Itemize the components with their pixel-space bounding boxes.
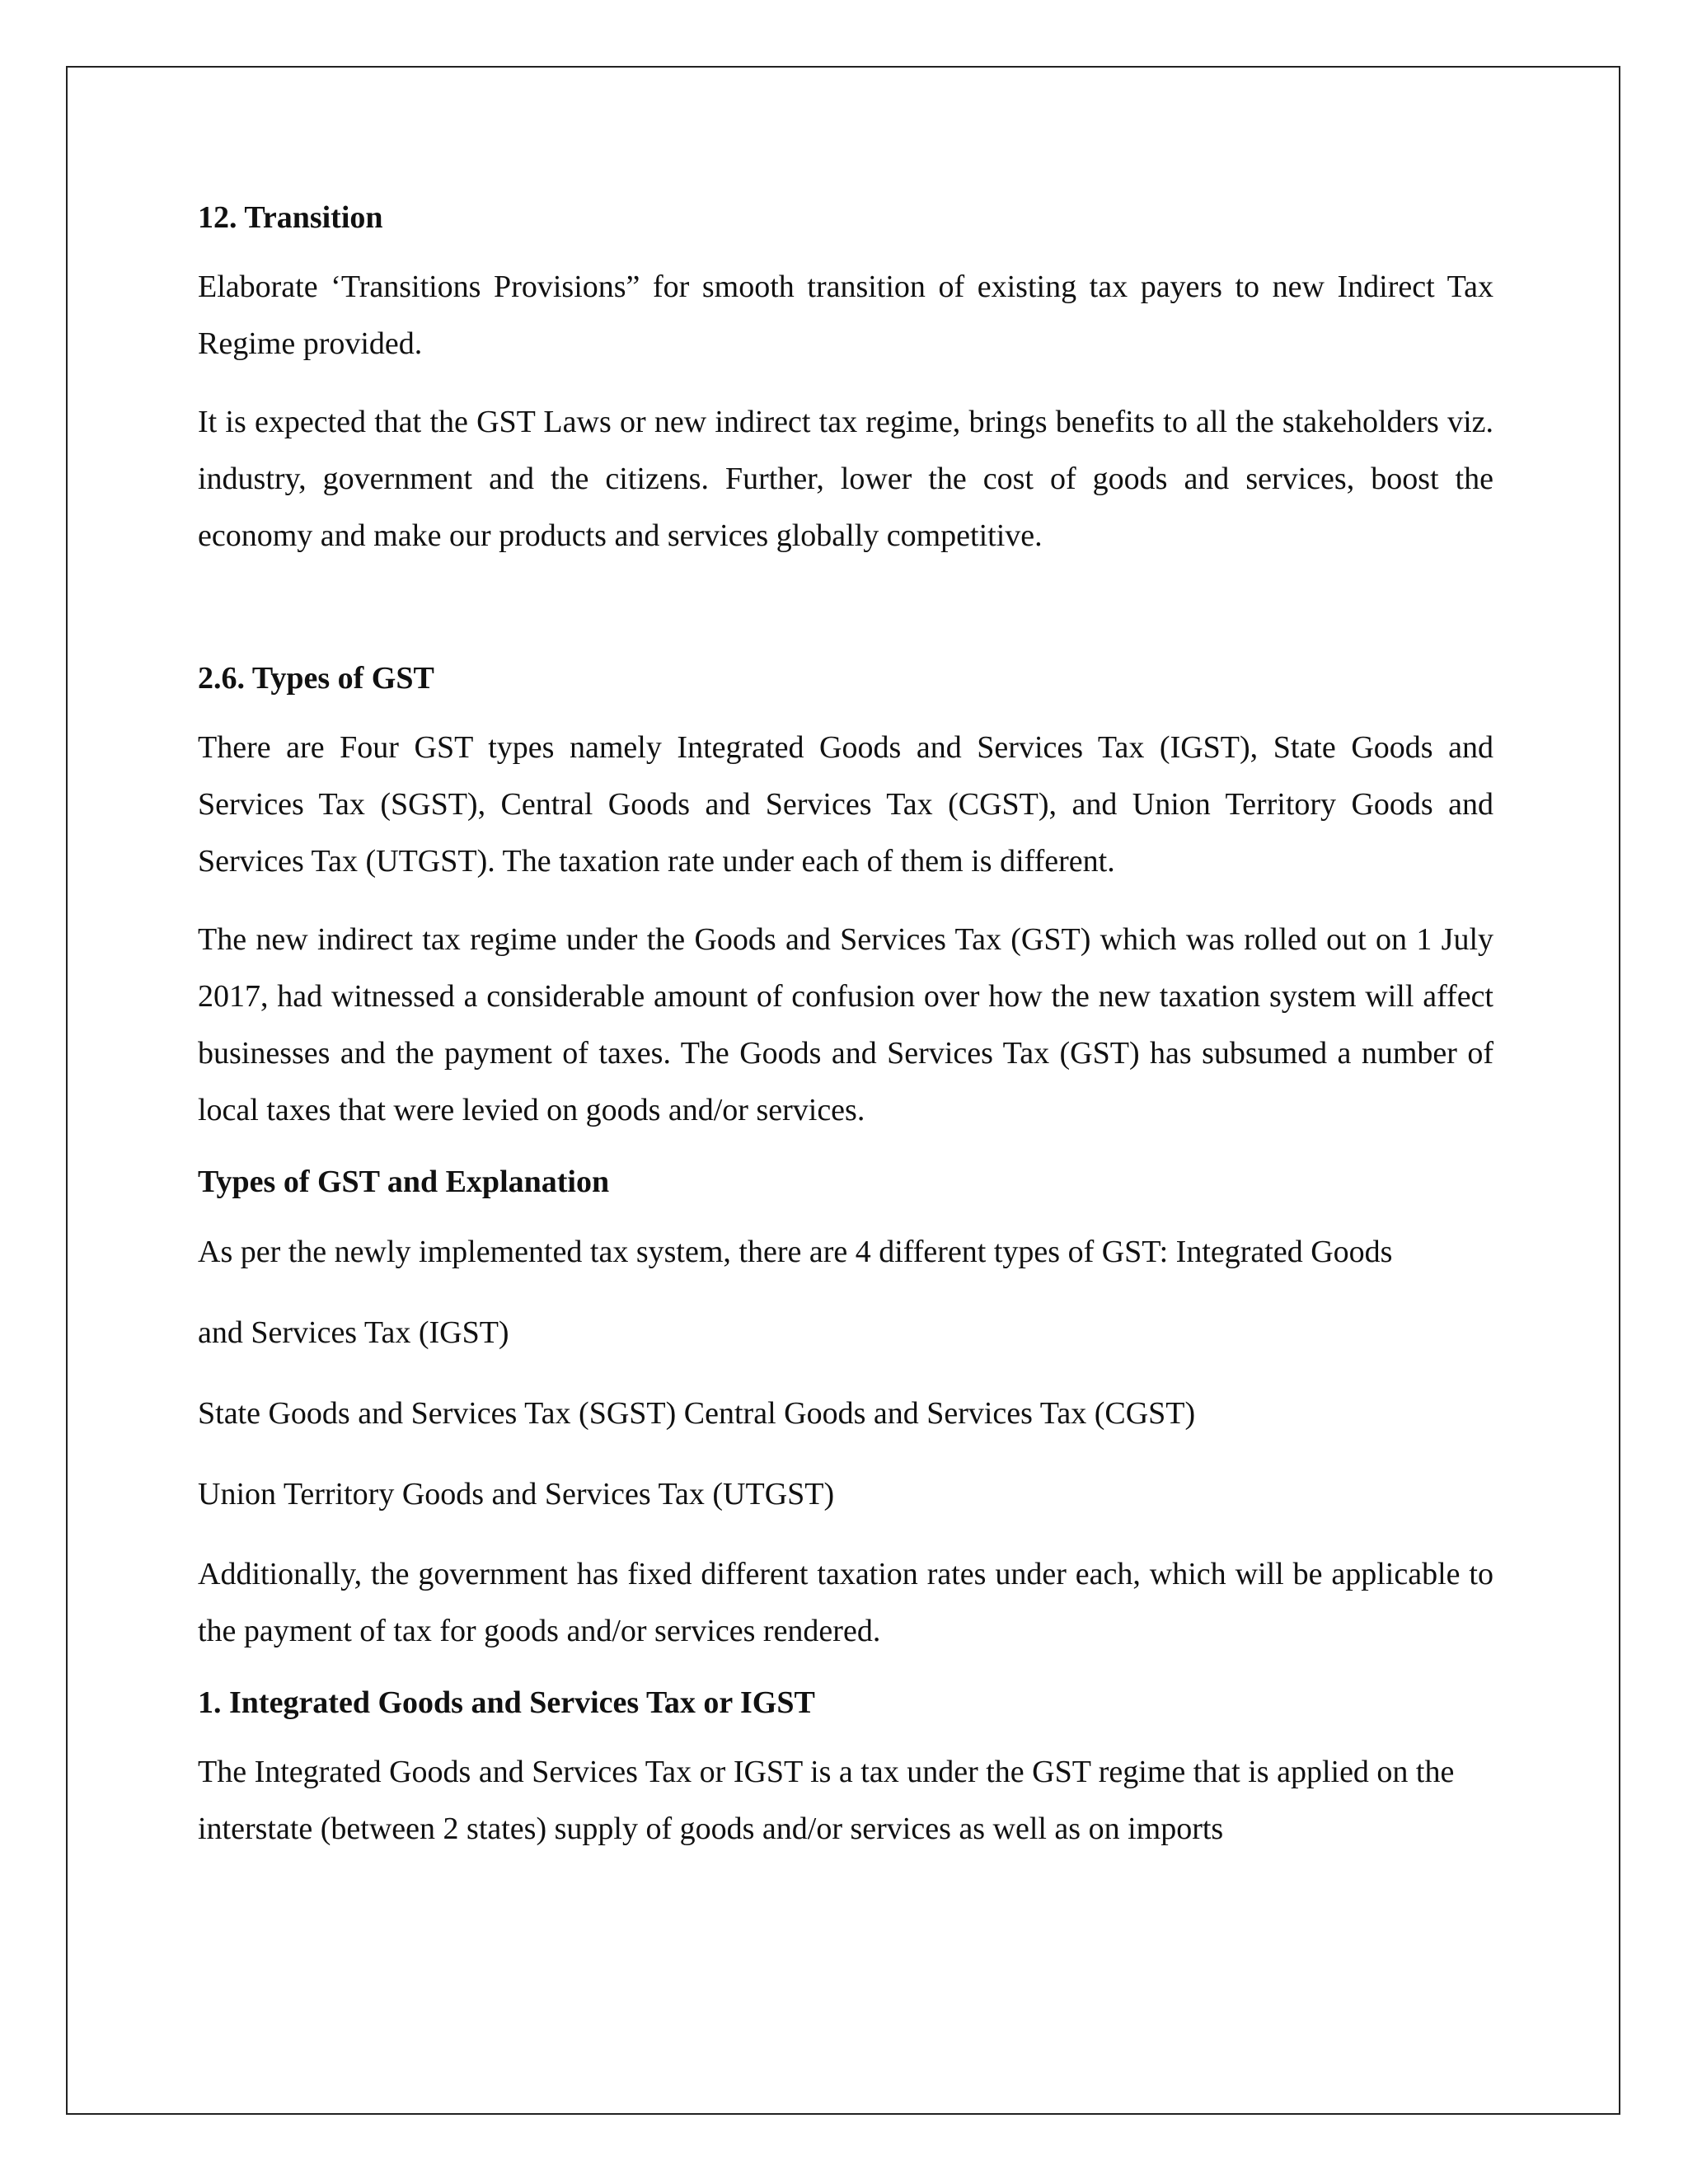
explanation-line-1: As per the newly implemented tax system, there are 4 different types of GST: Integrated Goods [198,1235,1393,1269]
heading-igst: 1. Integrated Goods and Services Tax or IGST [198,1685,815,1720]
paragraph-transition-1: Elaborate ‘Transitions Provisions” for smooth transition of existing tax payers to new Indirect Tax Regime provided. [198,269,1493,361]
section-igst [198,1681,1493,1858]
paragraph-types-1: There are Four GST types namely Integrated Goods and Services Tax (IGST), State Goods and Services Tax (SGST), Central Goods and Services Tax (CGST), and Union Territory Goods and Services Tax (UTGST). The taxation rate under each of them is different. [198,730,1493,879]
section-types-of-gst [198,657,1493,1139]
document-body [198,196,1493,1879]
heading-types-of-gst: 2.6. Types of GST [198,661,434,696]
paragraph-transition-2: It is expected that the GST Laws or new indirect tax regime, brings benefits to all the stakeholders viz. industry, government and the citizens. Further, lower the cost of goods and services, boost the economy and make our products and services globally competitive. [198,405,1493,553]
section-types-explanation [198,1160,1493,1660]
paragraph-igst: The Integrated Goods and Services Tax or IGST is a tax under the GST regime that is applied on the interstate (between 2 states) supply of goods and/or services as well as on imports [198,1755,1455,1846]
heading-transition: 12. Transition [198,200,383,235]
section-transition [198,196,1493,565]
paragraph-types-2: The new indirect tax regime under the Goods and Services Tax (GST) which was rolled out on 1 July 2017, had witnessed a considerable amount of confusion over how the new taxation system will affect businesses and the payment of taxes. The Goods and Services Tax (GST) has subsumed a number of local taxes that were levied on goods and/or services. [198,922,1493,1127]
heading-types-explanation: Types of GST and Explanation [198,1165,610,1199]
explanation-line-3: State Goods and Services Tax (SGST) Central Goods and Services Tax (CGST) [198,1396,1196,1431]
explanation-line-4: Union Territory Goods and Services Tax (UTGST) [198,1477,835,1511]
explanation-closing: Additionally, the government has fixed different taxation rates under each, which will be applicable to the payment of tax for goods and/or services rendered. [198,1557,1493,1648]
explanation-line-2: and Services Tax (IGST) [198,1315,509,1350]
